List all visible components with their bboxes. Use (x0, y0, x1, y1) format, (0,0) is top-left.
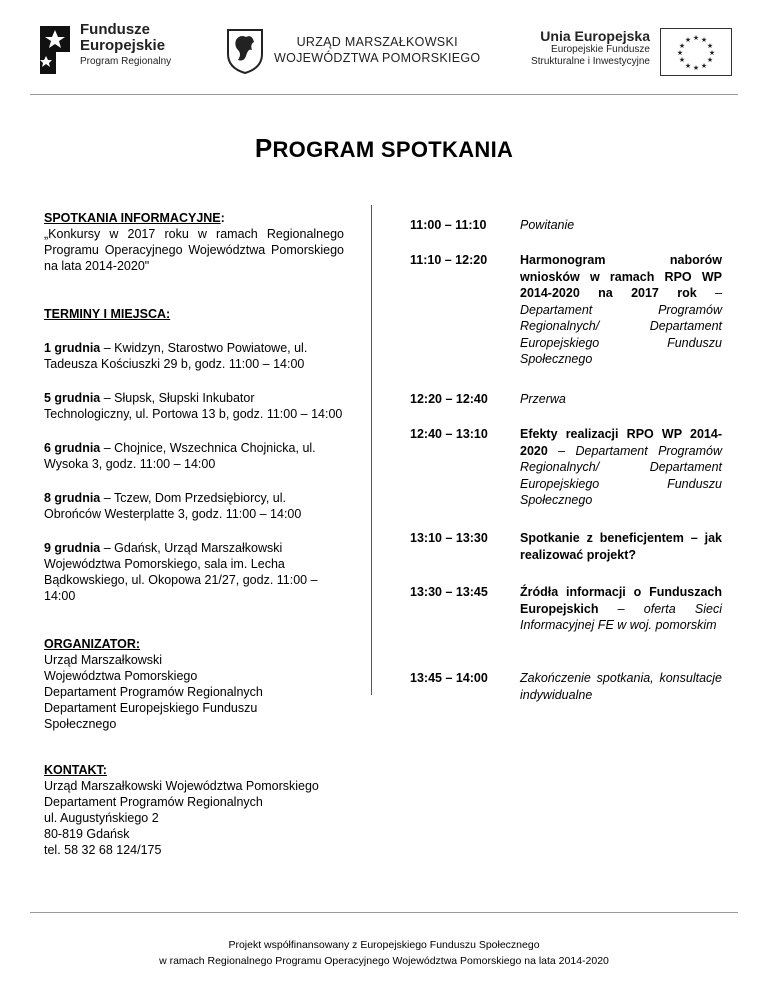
page-title-initial: P (254, 133, 273, 163)
term-date: 5 grudnia (44, 391, 101, 405)
term-text: – Kwidzyn, Starostwo Powiatowe, ul. Tadeusza Kościuszki 29 b, godz. 11:00 – 14:00 (44, 341, 308, 371)
term-item (44, 540, 344, 604)
term-date: 1 grudnia (44, 341, 101, 355)
left-column (44, 210, 344, 858)
term-date: 6 grudnia (44, 441, 101, 455)
agenda-desc-italic: – oferta Sieci Informacyjnej FE w woj. pomorskim (520, 601, 722, 632)
agenda-desc-italic: – Departament Programów Regionalnych/ Departament Europejskiego Funduszu Społecznego (520, 443, 722, 507)
agenda-desc-bold: Harmonogram naborów wniosków w ramach RPO WP 2014-2020 na 2017 rok (520, 253, 722, 300)
organizer-line: Urząd Marszałkowski (44, 653, 163, 667)
contact-line: Urząd Marszałkowski Województwa Pomorskiego (44, 779, 319, 793)
agenda-desc-italic: Powitanie (520, 218, 575, 232)
footer-divider (30, 912, 738, 913)
organizer-line: Społecznego (44, 717, 117, 731)
agenda-time: 13:10 – 13:30 (410, 531, 488, 545)
agenda-time: 12:20 – 12:40 (410, 392, 488, 406)
term-item (44, 440, 344, 472)
svg-text:★: ★ (678, 56, 686, 64)
svg-text:★: ★ (692, 64, 700, 72)
svg-text:★: ★ (700, 36, 708, 44)
agenda-time: 13:45 – 14:00 (410, 671, 488, 685)
agenda-desc (520, 670, 722, 703)
svg-text:★: ★ (692, 34, 700, 42)
info-heading: SPOTKANIA INFORMACYJNE (44, 211, 221, 225)
agenda-desc-italic: Zakończenie spotkania, konsultacje indywidualne (520, 671, 722, 702)
svg-text:★: ★ (676, 49, 684, 57)
header-logos (36, 18, 732, 88)
agenda-time: 11:10 – 12:20 (410, 253, 488, 267)
ue-logo-sub1: Europejskie Fundusze (551, 44, 650, 56)
svg-text:★: ★ (700, 62, 708, 70)
contact-line: 80-819 Gdańsk (44, 827, 130, 841)
organizer-line: Województwa Pomorskiego (44, 669, 198, 683)
contact-line: Departament Programów Regionalnych (44, 795, 263, 809)
fe-logo-line1: Fundusze (80, 21, 150, 38)
agenda-desc (520, 217, 722, 234)
fundusze-europejskie-logo (36, 22, 171, 78)
fe-star-logo-icon (36, 22, 74, 78)
column-divider (371, 205, 372, 695)
page-title (0, 133, 768, 164)
um-logo-line2: WOJEWÓDZTWA POMORSKIEGO (274, 51, 481, 65)
info-text: „Konkursy w 2017 roku w ramach Regionalnego Programu Operacyjnego Województwa Pomorskiego na lata 2014-2020" (44, 227, 344, 273)
term-date: 8 grudnia (44, 491, 101, 505)
agenda-desc-italic: Przerwa (520, 392, 566, 406)
eu-flag-icon (660, 28, 732, 76)
svg-text:★: ★ (706, 42, 714, 50)
footer-line1: Projekt współfinansowany z Europejskiego Funduszu Społecznego (228, 939, 540, 951)
agenda-time: 12:40 – 13:10 (410, 427, 488, 441)
term-item (44, 390, 344, 422)
term-date: 9 grudnia (44, 541, 101, 555)
footer-line2: w ramach Regionalnego Programu Operacyjnego Województwa Pomorskiego na lata 2014-2020 (159, 955, 609, 967)
svg-text:★: ★ (684, 62, 692, 70)
term-text: – Chojnice, Wszechnica Chojnicka, ul. Wysoka 3, godz. 11:00 – 14:00 (44, 441, 316, 471)
svg-text:★: ★ (708, 49, 716, 57)
organizer-line: Departament Europejskiego Funduszu (44, 701, 258, 715)
contact-line: ul. Augustyńskiego 2 (44, 811, 159, 825)
svg-text:★: ★ (684, 36, 692, 44)
page-title-rest: ROGRAM SPOTKANIA (272, 137, 514, 162)
term-text: – Słupsk, Słupski Inkubator Technologiczny, ul. Portowa 13 b, godz. 11:00 – 14:00 (44, 391, 343, 421)
info-section (44, 210, 344, 226)
term-item (44, 490, 344, 522)
header-divider (30, 94, 738, 95)
urzad-marszalkowski-logo (224, 28, 480, 74)
term-text: – Gdańsk, Urząd Marszałkowski Województwa Pomorskiego, sala im. Lecha Bądkowskiego, ul. Okopowa 21/27, godz. 11:00 – 14:00 (44, 541, 318, 603)
terms-heading: TERMINY I MIEJSCA: (44, 307, 171, 321)
agenda-desc (520, 530, 722, 563)
svg-text:★: ★ (706, 56, 714, 64)
agenda-desc (520, 584, 722, 634)
agenda-time: 13:30 – 13:45 (410, 585, 488, 599)
griffin-crest-icon (224, 28, 266, 74)
agenda-desc (520, 391, 722, 408)
term-item (44, 340, 344, 372)
agenda-time: 11:00 – 11:10 (410, 218, 487, 232)
agenda-desc (520, 252, 722, 368)
fe-logo-line2: Europejskie (80, 36, 166, 54)
agenda-desc-bold: Efekty realizacji RPO WP 2014-2020 (520, 427, 722, 458)
ue-logo-title: Unia Europejska (540, 28, 650, 44)
organizer-line: Departament Programów Regionalnych (44, 685, 263, 699)
agenda-desc-bold: Spotkanie z beneficjentem – jak realizować projekt? (520, 531, 722, 562)
unia-europejska-logo (531, 28, 732, 76)
agenda-desc-bold: Źródła informacji o Funduszach Europejskich (520, 585, 722, 616)
contact-heading: KONTAKT: (44, 763, 107, 777)
organizer-heading: ORGANIZATOR: (44, 637, 141, 651)
info-heading-colon: : (220, 211, 225, 225)
agenda-desc (520, 426, 722, 509)
svg-text:★: ★ (678, 42, 686, 50)
term-text: – Tczew, Dom Przedsiębiorcy, ul. Obrońców Westerplatte 3, godz. 11:00 – 14:00 (44, 491, 302, 521)
fe-logo-sub: Program Regionalny (80, 55, 172, 67)
footer (0, 937, 768, 969)
agenda-desc-italic: – Departament Programów Regionalnych/ Departament Europejskiego Funduszu Społecznego (520, 286, 722, 366)
um-logo-line1: URZĄD MARSZAŁKOWSKI (296, 35, 458, 50)
contact-line: tel. 58 32 68 124/175 (44, 843, 162, 857)
ue-logo-sub2: Strukturalne i Inwestycyjne (531, 55, 650, 67)
